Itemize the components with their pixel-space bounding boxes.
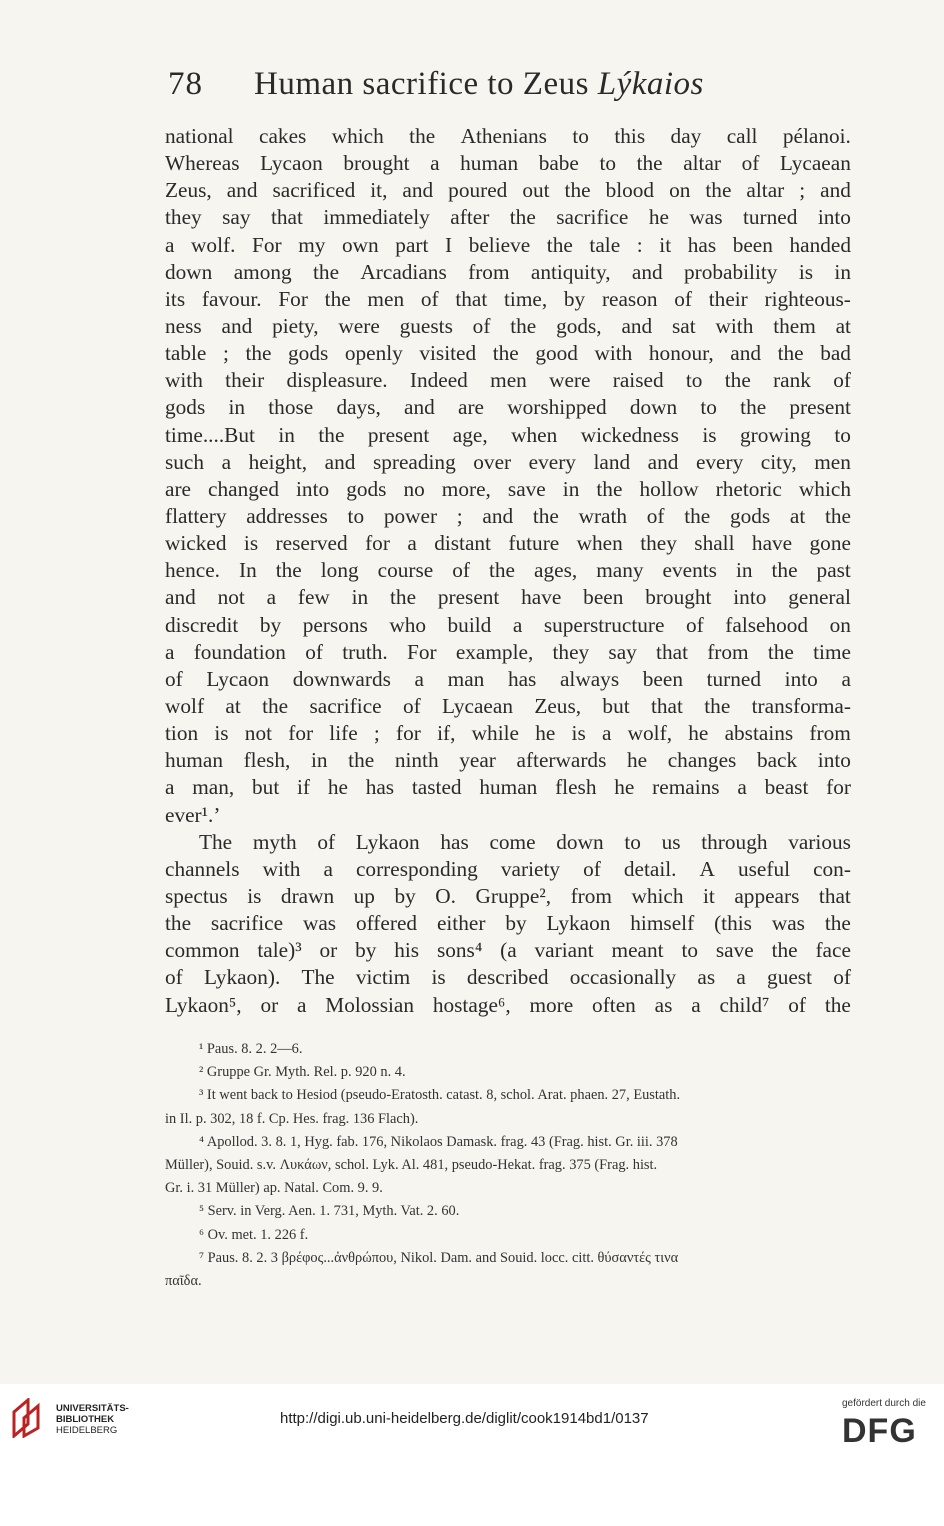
body-line: Zeus, and sacrificed it, and poured out the blood on the altar ; and <box>165 178 851 203</box>
footnote-line: ⁵ Serv. in Verg. Aen. 1. 731, Myth. Vat. 2. 60. <box>199 1203 460 1220</box>
body-line: a foundation of truth. For example, they say that from the time <box>165 639 851 664</box>
body-line: flattery addresses to power ; and the wrath of the gods at the <box>165 503 851 528</box>
body-line: wolf at the sacrifice of Lycaean Zeus, but that the transforma- <box>165 693 851 718</box>
footnote-line: παῖδα. <box>165 1272 202 1289</box>
body-line: table ; the gods openly visited the good with honour, and the bad <box>165 341 851 366</box>
body-line: common tale)³ or by his sons⁴ (a variant meant to save the face <box>165 938 851 963</box>
running-title <box>254 66 704 103</box>
body-line: wicked is reserved for a distant future when they shall have gone <box>165 531 851 556</box>
library-name-line-3: HEIDELBERG <box>56 1425 118 1436</box>
body-line: Lykaon⁵, or a Molossian hostage⁶, more often as a child⁷ of the <box>165 992 851 1017</box>
body-line: Whereas Lycaon brought a human babe to the altar of Lycaean <box>165 151 851 176</box>
body-text <box>165 123 851 1019</box>
footnote-line: ⁷ Paus. 8. 2. 3 βρέφος...ἀνθρώπου, Nikol. Dam. and Souid. locc. citt. θύσαντές τινα <box>199 1249 679 1266</box>
body-line: such a height, and spreading over every land and every city, men <box>165 449 851 474</box>
body-line: the sacrifice was offered either by Lykaon himself (this was the <box>165 911 851 936</box>
body-line: its favour. For the men of that time, by reason of their righteous- <box>165 286 851 311</box>
body-line: discredit by persons who build a superstructure of falsehood on <box>165 612 851 637</box>
body-line: are changed into gods no more, save in the hollow rhetoric which <box>165 476 851 501</box>
permalink-url[interactable]: http://digi.ub.uni-heidelberg.de/diglit/cook1914bd1/0137 <box>280 1410 649 1427</box>
body-line: The myth of Lykaon has come down to us through various <box>199 829 851 854</box>
body-line: they say that immediately after the sacrifice he was turned into <box>165 205 851 230</box>
library-name-line-1: UNIVERSITÄTS- <box>56 1403 129 1414</box>
body-line: ever¹.’ <box>165 802 221 827</box>
footnote-line: in Il. p. 302, 18 f. Cp. Hes. frag. 136 Flach). <box>165 1110 419 1127</box>
footnote-line: ² Gruppe Gr. Myth. Rel. p. 920 n. 4. <box>199 1064 406 1081</box>
body-line: and not a few in the present have been brought into general <box>165 585 851 610</box>
body-line: with their displeasure. Indeed men were raised to the rank of <box>165 368 851 393</box>
body-line: ness and piety, were guests of the gods, and sat with them at <box>165 313 851 338</box>
library-logo-icon <box>10 1398 50 1438</box>
library-name-line-2: BIBLIOTHEK <box>56 1414 115 1425</box>
body-line: down among the Arcadians from antiquity, and probability is in <box>165 259 851 284</box>
library-name <box>56 1403 129 1436</box>
body-line: gods in those days, and are worshipped down to the present <box>165 395 851 420</box>
body-line: a wolf. For my own part I believe the tale : it has been handed <box>165 232 851 257</box>
footnote-line: Müller), Souid. s.v. Λυκάων, schol. Lyk. Al. 481, pseudo-Hekat. frag. 375 (Frag. hist. <box>165 1156 658 1173</box>
body-line: a man, but if he has tasted human flesh he remains a beast for <box>165 775 851 800</box>
page-number: 78 <box>168 66 203 102</box>
footnote-line: ³ It went back to Hesiod (pseudo-Eratosth. catast. 8, schol. Arat. phaen. 27, Eustath. <box>199 1087 681 1104</box>
body-line: national cakes which the Athenians to this day call pélanoi. <box>165 124 851 148</box>
body-line: spectus is drawn up by O. Gruppe², from which it appears that <box>165 883 851 908</box>
body-line: tion is not for life ; for if, while he is a wolf, he abstains from <box>165 721 851 746</box>
footnote-line: ⁴ Apollod. 3. 8. 1, Hyg. fab. 176, Nikolaos Damask. frag. 43 (Frag. hist. Gr. iii. 378 <box>199 1133 678 1150</box>
body-line: human flesh, in the ninth year afterwards he changes back into <box>165 748 851 773</box>
footnote-line: Gr. i. 31 Müller) ap. Natal. Com. 9. 9. <box>165 1180 383 1197</box>
running-title-main: Human sacrifice to Zeus <box>254 66 598 102</box>
body-line: of Lycaon downwards a man has always been turned into a <box>165 666 851 691</box>
body-line: time....But in the present age, when wickedness is growing to <box>165 422 851 447</box>
running-title-italic: Lýkaios <box>597 66 704 102</box>
footnote-line: ⁶ Ov. met. 1. 226 f. <box>199 1226 309 1243</box>
body-line: of Lykaon). The victim is described occasionally as a guest of <box>165 965 851 990</box>
footnote-line: ¹ Paus. 8. 2. 2—6. <box>199 1041 303 1057</box>
dfg-logo: DFG <box>842 1412 917 1450</box>
footnotes <box>165 1038 851 1293</box>
body-line: hence. In the long course of the ages, many events in the past <box>165 558 851 583</box>
funded-by-label: gefördert durch die <box>842 1398 926 1409</box>
page-header <box>168 66 848 116</box>
footer <box>0 1384 944 1526</box>
body-line: channels with a corresponding variety of detail. A useful con- <box>165 856 851 881</box>
